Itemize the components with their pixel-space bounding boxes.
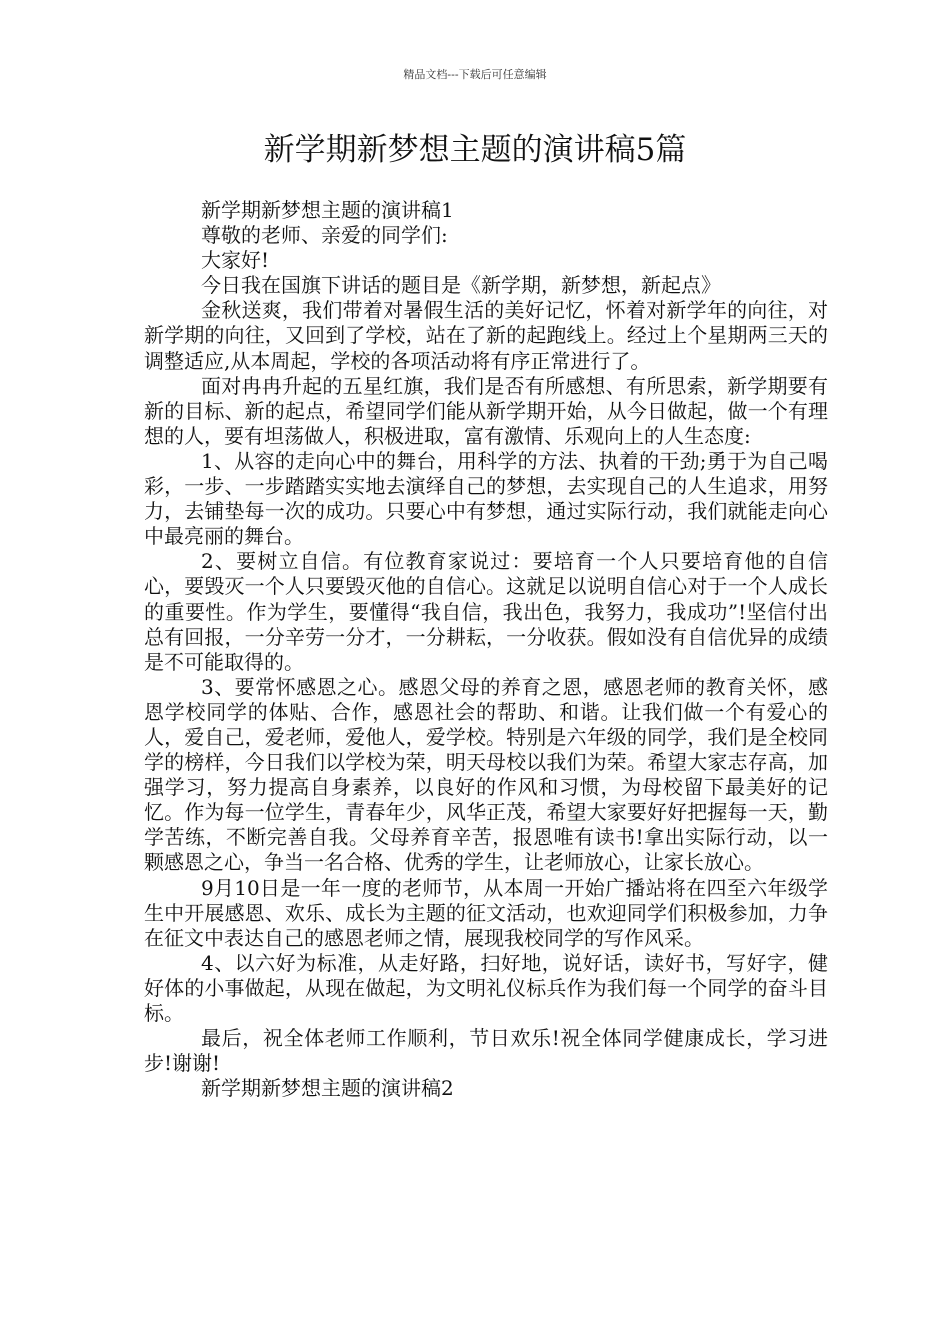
speech-topic: 今日我在国旗下讲话的题目是《新学期，新梦想，新起点》 [201, 273, 721, 298]
speech-heading-1: 新学期新梦想主题的演讲稿1 [201, 198, 454, 222]
paragraph-closing: 最后，祝全体老师工作顺利，节日欢乐!祝全体同学健康成长，学习进步!谢谢! [144, 1026, 828, 1076]
paragraph-point-2: 2、要树立自信。有位教育家说过：要培育一个人只要培育他的自信心，要毁灭一个人只要毁灭他的自信心。这就足以说明自信心对于一个人成长的重要性。作为学生，要懂得“我自信，我出色，我努力，我成功”!坚信付出总有回报，一分辛劳一分才，一分耕耘，一分收获。假如没有自信优异的成绩是不可能取得的。 [144, 549, 828, 674]
paragraph-intro: 金秋送爽，我们带着对暑假生活的美好记忆，怀着对新学年的向往，对新学期的向往，又回到了学校，站在了新的起跑线上。经过上个星期两三天的调整适应,从本周起，学校的各项活动将有序正常进行了。 [144, 298, 828, 373]
header-note: 精品文档---下载后可任意编辑 [403, 68, 547, 81]
paragraph-point-3: 3、要常怀感恩之心。感恩父母的养育之恩，感恩老师的教育关怀，感恩学校同学的体贴、合作，感恩社会的帮助、和谐。让我们做一个有爱心的人，爱自己，爱老师，爱他人，爱学校。特别是六年级的同学，我们是全校同学的榜样，今日我们以学校为荣，明天母校以我们为荣。希望大家志存高，加强学习，努力提高自身素养，以良好的作风和习惯，为母校留下最美好的记忆。作为每一位学生，青春年少，风华正茂，希望大家要好好把握每一天，勤学苦练，不断完善自我。父母养育辛苦，报恩唯有读书!拿出实际行动，以一颗感恩之心，争当一名合格、优秀的学生，让老师放心，让家长放心。 [144, 674, 828, 875]
paragraph-point-4: 4、以六好为标准，从走好路，扫好地，说好话，读好书，写好字，健好体的小事做起，从现在做起，为文明礼仪标兵作为我们每一个同学的奋斗目标。 [144, 950, 828, 1025]
paragraph-teachers-day: 9月10日是一年一度的老师节，从本周一开始广播站将在四至六年级学生中开展感恩、欢乐、成长为主题的征文活动，也欢迎同学们积极参加，力争在征文中表达自己的感恩老师之情，展现我校同学的写作风采。 [144, 875, 828, 950]
document-body [144, 198, 828, 1101]
paragraph-point-1: 1、从容的走向心中的舞台，用科学的方法、执着的干劲;勇于为自己喝彩，一步、一步踏踏实实地去演绎自己的梦想，去实现自己的人生追求，用努力，去铺垫每一次的成功。只要心中有梦想，通过实际行动，我们就能走向心中最亮丽的舞台。 [144, 448, 828, 549]
document-title: 新学期新梦想主题的演讲稿5篇 [263, 132, 687, 168]
paragraph-flag: 面对冉冉升起的五星红旗，我们是否有所感想、有所思索，新学期要有新的目标、新的起点，希望同学们能从新学期开始，从今日做起，做一个有理想的人，要有坦荡做人，积极进取，富有激情、乐观向上的人生态度: [144, 373, 828, 448]
salutation: 尊敬的老师、亲爱的同学们: [201, 223, 448, 248]
greeting: 大家好! [201, 248, 270, 273]
speech-heading-2: 新学期新梦想主题的演讲稿2 [201, 1076, 454, 1101]
